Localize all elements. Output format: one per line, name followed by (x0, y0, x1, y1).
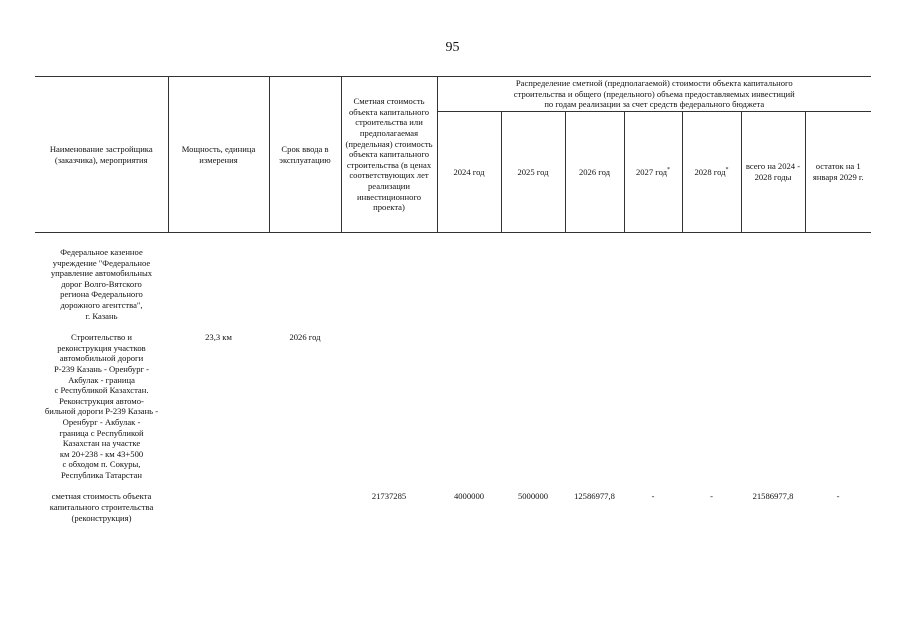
text-line: капитального строительства (49, 502, 154, 513)
header-year-2026: 2026 год (565, 112, 624, 233)
text-line: Акбулак - граница (68, 374, 135, 385)
text-line: Казахстан на участке (62, 438, 141, 449)
text-line: учреждение "Федеральное (52, 257, 151, 268)
agency-name (35, 247, 168, 332)
header-distribution-line: по годам реализации за счет средств федерального бюджета (544, 99, 765, 110)
text-line: сметная стоимость объекта (51, 491, 152, 502)
cost-2027: - (651, 491, 655, 502)
header-year-2027 (624, 112, 682, 233)
footnote-mark: * (725, 166, 729, 173)
text-line: Строительство и (70, 332, 133, 343)
text-line: Реконструкция автомо- (59, 395, 144, 406)
text-line: (реконструкция) (71, 512, 132, 523)
header-year-2028 (682, 112, 741, 233)
investment-table (35, 76, 871, 523)
text-line: Р-239 Казань - Оренбург - (53, 363, 150, 374)
project-capacity: 23,3 км (205, 332, 232, 343)
header-year-2028-label: 2028 год (694, 166, 726, 177)
text-line: Оренбург - Акбулак - (62, 416, 141, 427)
text-line: управление автомобильных (50, 268, 153, 279)
text-line: с обходом п. Сокуры, (62, 459, 141, 470)
text-line: дорог Волго-Вятского (61, 278, 142, 289)
header-total: всего на 2024 - 2028 годы (741, 112, 805, 233)
header-name: Наименование застройщика (заказчика), мероприятия (35, 77, 168, 233)
text-line: г. Казань (85, 310, 118, 321)
cost-remainder: - (836, 491, 840, 502)
text-line: граница с Республикой (59, 427, 144, 438)
cost-2025: 5000000 (517, 491, 549, 502)
header-distribution-line: строительства и общего (предельного) объема предоставляемых инвестиций (513, 88, 795, 99)
header-year-2024: 2024 год (437, 112, 501, 233)
text-line: км 20+238 - км 43+500 (59, 448, 144, 459)
cost-estimate: 21737285 (371, 491, 407, 502)
text-line: с Республикой Казахстан. (54, 385, 149, 396)
project-name (35, 332, 168, 491)
text-line: региона Федерального (60, 289, 143, 300)
header-distribution-line: Распределение сметной (предполагаемой) стоимости объекта капитального (515, 78, 793, 89)
cost-2028: - (710, 491, 713, 502)
cost-2024: 4000000 (453, 491, 485, 502)
header-estimate: Сметная стоимость объекта капитального строительства или предполагаемая (предельная) стоимость объекта капитального строительства (в ценах соответствующих лет реализации инвестиционного проекта) (341, 77, 437, 233)
header-remainder: остаток на 1 января 2029 г. (805, 112, 871, 233)
header-year-2027-label: 2027 год (635, 166, 668, 177)
page-number: 95 (445, 40, 460, 55)
header-year-2025: 2025 год (501, 112, 565, 233)
text-line: дорожного агентства", (60, 299, 143, 310)
cost-total: 21586977,8 (752, 491, 794, 502)
text-line: бильной дороги Р-239 Казань - (44, 406, 159, 417)
table-row-agency (35, 247, 871, 332)
header-capacity: Мощность, единица измерения (168, 77, 269, 233)
text-line: Федеральное казенное (60, 247, 143, 257)
text-line: автомобильной дороги (59, 353, 144, 364)
text-line: Республика Татарстан (60, 469, 143, 480)
cost-label (35, 491, 168, 523)
cost-2026: 12586977,8 (574, 491, 615, 502)
header-distribution (437, 77, 871, 112)
table-row-project (35, 332, 871, 491)
header-commission: Срок ввода в эксплуатацию (269, 77, 341, 233)
footnote-mark: * (667, 166, 671, 173)
project-commission: 2026 год (289, 332, 321, 343)
table-row-cost (35, 491, 871, 523)
text-line: реконструкция участков (57, 342, 146, 353)
